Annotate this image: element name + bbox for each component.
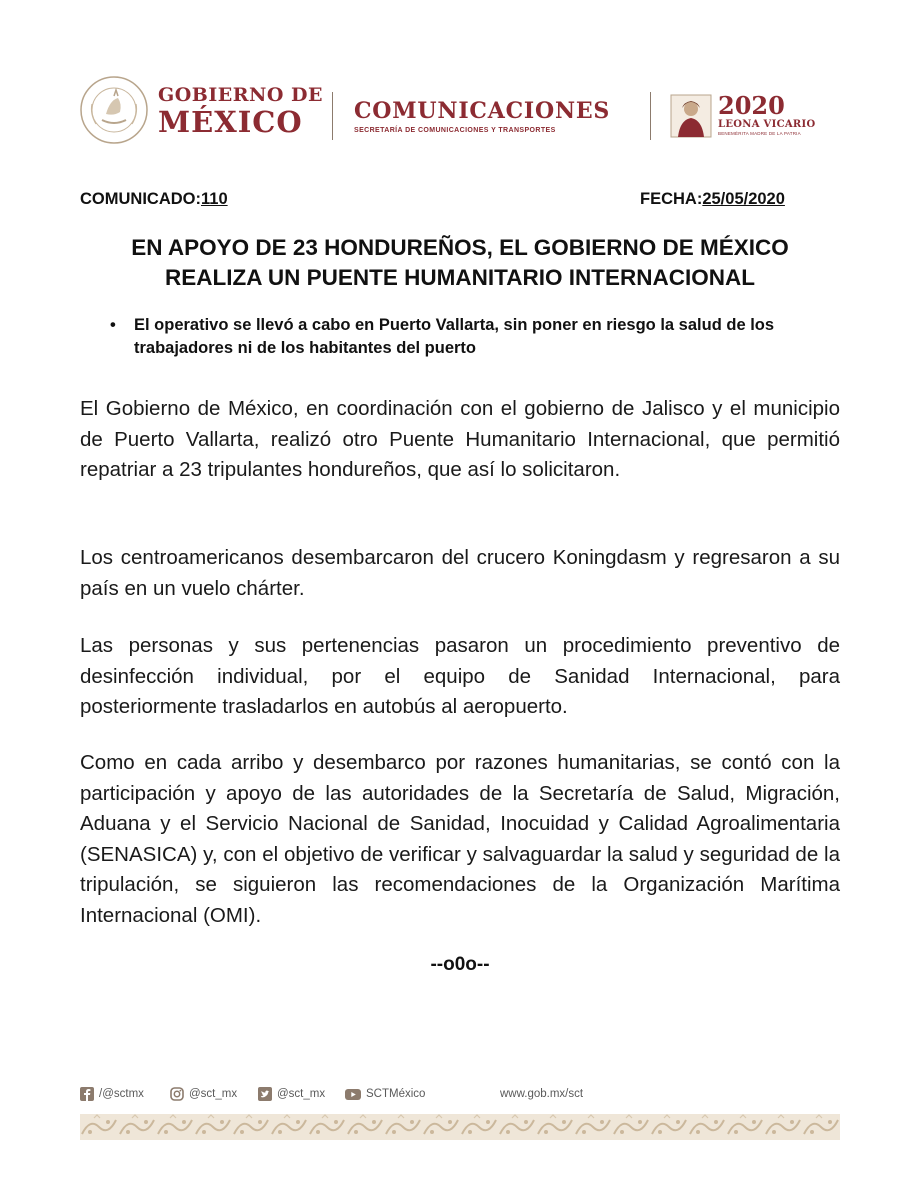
youtube-handle: SCTMéxico (366, 1088, 426, 1100)
national-seal-icon (78, 74, 150, 146)
footer (80, 1084, 820, 1106)
body-paragraph-2: Los centroamericanos desembarcaron del crucero Koningdasm y regresaron a su país en un vuelo chárter. (80, 546, 840, 600)
headline-line2: REALIZA UN PUENTE HUMANITARIO INTERNACIONAL (165, 265, 755, 290)
headline-line1: EN APOYO DE 23 HONDUREÑOS, EL GOBIERNO DE MÉXICO (131, 235, 789, 260)
instagram-link[interactable] (170, 1087, 237, 1101)
fecha-value: 25/05/2020 (702, 190, 785, 208)
facebook-link[interactable] (80, 1087, 144, 1101)
agency-wordmark (354, 100, 610, 134)
leona-vicario-portrait-icon (670, 94, 712, 138)
divider (332, 92, 333, 140)
website-link[interactable]: www.gob.mx/sct (500, 1088, 584, 1100)
bullet-text: El operativo se llevó a cabo en Puerto Vallarta, sin poner en riesgo la salud de los trabajadores ni de los habitantes del puerto (134, 316, 775, 357)
body-paragraph-3: Las personas y sus pertenencias pasaron un procedimiento preventivo de desinfección individual, por el equipo de Sanidad Internacional, para posteriormente trasladarlos en autobús al aeropuerto. (80, 634, 840, 718)
comunicado-number (80, 190, 228, 209)
twitter-link[interactable] (258, 1087, 325, 1101)
gov-line2: MÉXICO (158, 105, 303, 139)
facebook-handle: /@sctmx (99, 1088, 144, 1100)
instagram-handle: @sct_mx (189, 1088, 238, 1100)
comunicado-value: 110 (201, 190, 228, 208)
youtube-link[interactable] (345, 1087, 425, 1101)
fecha (640, 190, 785, 209)
leona-name: LEONA VICARIO (718, 119, 816, 130)
leona-tagline: BENEMÉRITA MADRE DE LA PATRIA (718, 131, 801, 136)
agency-name: COMUNICACIONES (354, 98, 611, 124)
headline (60, 233, 860, 293)
comunicado-label: COMUNICADO: (80, 190, 201, 208)
facebook-icon (80, 1087, 94, 1101)
year-emblem (718, 91, 816, 136)
youtube-icon (345, 1087, 361, 1101)
divider (650, 92, 651, 140)
year-text: 2020 (718, 91, 785, 120)
summary-bullet (110, 314, 850, 360)
twitter-handle: @sct_mx (277, 1088, 326, 1100)
government-wordmark (158, 86, 323, 137)
closing-mark: --o0o-- (430, 954, 490, 975)
fecha-label: FECHA: (640, 190, 703, 208)
body-paragraph-1: El Gobierno de México, en coordinación con el gobierno de Jalisco y el municipio de Puerto Vallarta, realizó otro Puente Humanitario Internacional, que permitió repatriar a 23 tripulantes hondureños, que así lo solicitaron. (80, 397, 840, 481)
gov-line1: GOBIERNO DE (158, 84, 323, 106)
body-paragraph-4: Como en cada arribo y desembarco por razones humanitarias, se contó con la participación y apoyo de las autoridades de la Secretaría de Salud, Migración, Aduana y el Servicio Nacional de Sanidad, Inocuidad y Calidad Agroalimentaria (SENASICA) y, con el objetivo de verificar y salvaguardar la salud y seguridad de la tripulación, se siguieron las recomendaciones de la Organización Marítima Internacional (OMI). (80, 751, 840, 927)
instagram-icon (170, 1087, 184, 1101)
twitter-icon (258, 1087, 272, 1101)
bullet-dot: • (110, 316, 116, 334)
decorative-pattern-band (80, 1114, 840, 1140)
letterhead (78, 72, 818, 152)
agency-subtitle: SECRETARÍA DE COMUNICACIONES Y TRANSPORTES (354, 127, 556, 134)
